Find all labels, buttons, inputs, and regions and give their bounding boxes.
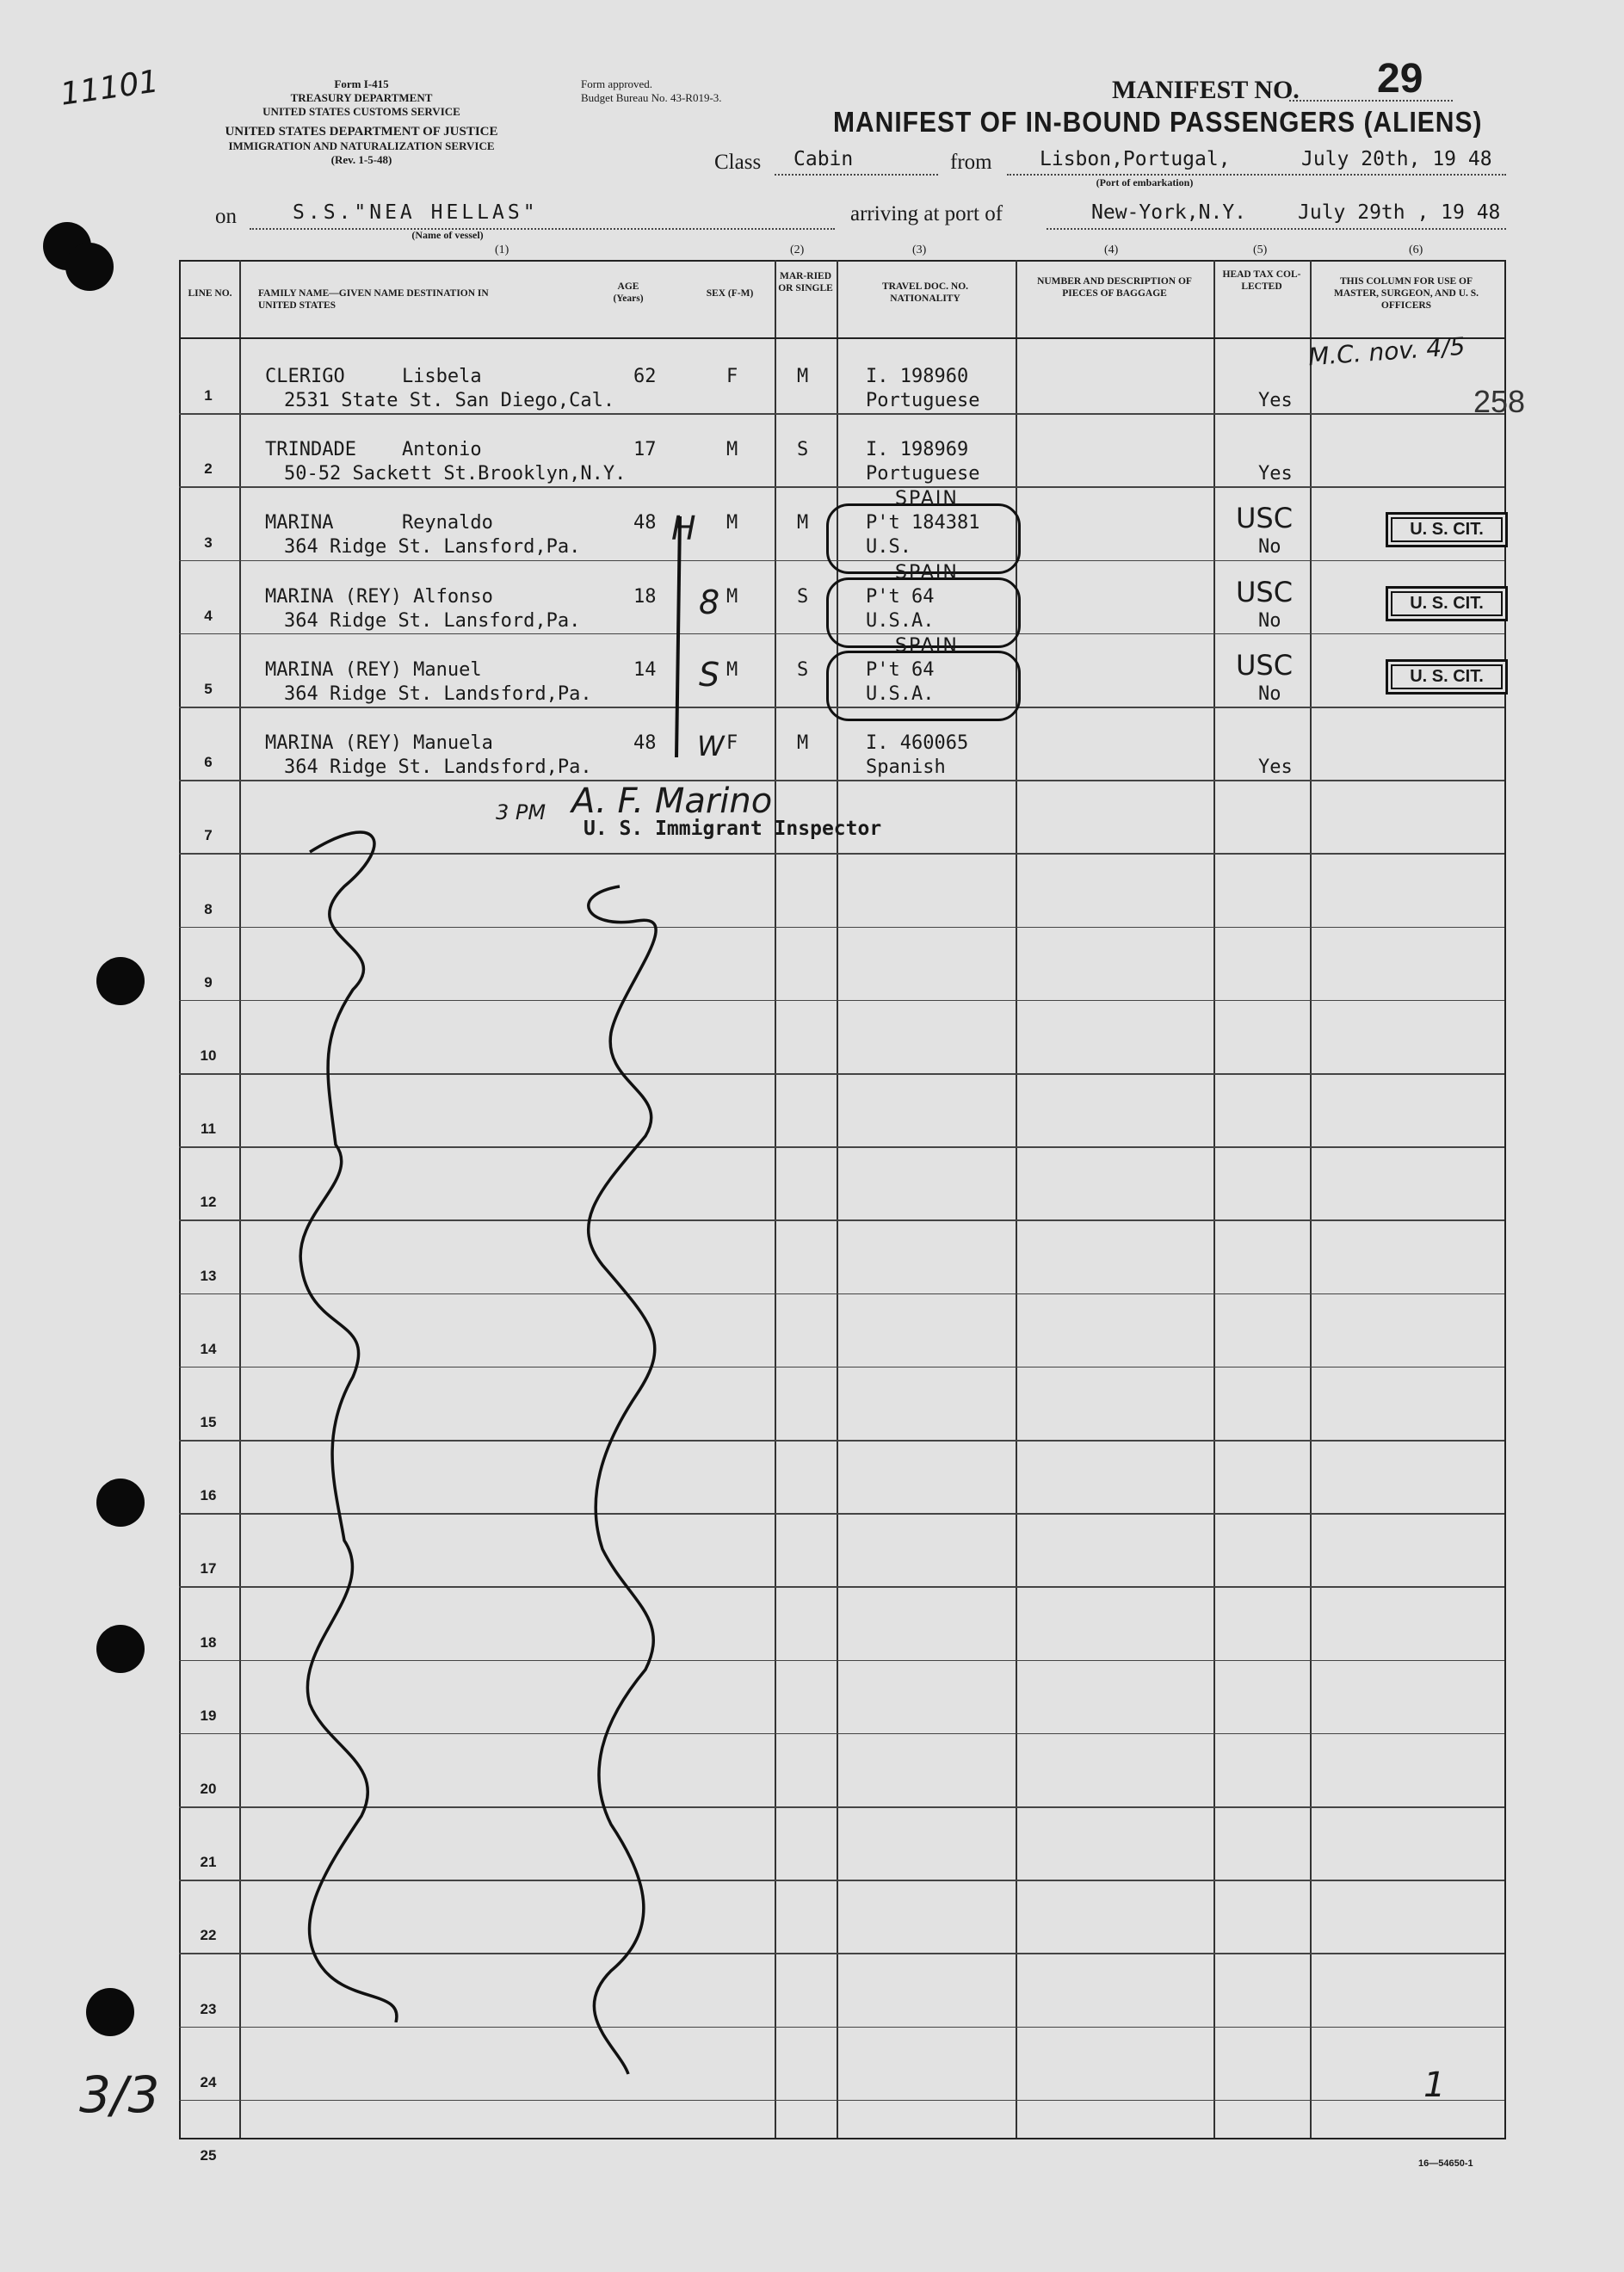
form-number: Form I-415 (334, 77, 389, 90)
header-sex: SEX (F-M) (706, 288, 754, 299)
us-cit-stamp: U. S. CIT. (1386, 586, 1508, 621)
line-number: 2 (204, 460, 213, 478)
vessel-col-num: (1) (495, 244, 509, 256)
cancel-wave-left (275, 818, 448, 2022)
punch-hole (96, 1625, 145, 1673)
passenger-head-tax: No (1258, 682, 1281, 705)
passenger-name: CLERIGO Lisbela (265, 366, 482, 387)
line-number: 23 (200, 2000, 217, 2017)
passenger-doc: P't 64 (866, 585, 935, 608)
passenger-head-tax: No (1258, 536, 1281, 559)
number-258: 258 (1473, 384, 1526, 419)
header-head-tax: HEAD TAX COL-LECTED (1222, 269, 1301, 292)
treasury-label: TREASURY DEPARTMENT (290, 91, 433, 104)
passenger-age: 62 (633, 366, 657, 387)
vessel-fill (250, 228, 835, 230)
line-number: 9 (204, 973, 213, 991)
passenger-address: 364 Ridge St. Landsford,Pa. (284, 682, 592, 705)
from-fill (1007, 174, 1506, 176)
line-number: 24 (200, 2073, 217, 2090)
embark-caption: (Port of embarkation) (1096, 176, 1194, 188)
passenger-age: 18 (633, 585, 657, 608)
line-number: 20 (200, 1781, 217, 1797)
passenger-married: S (797, 439, 809, 461)
passenger-doc: I. 198969 (866, 439, 969, 461)
passenger-nationality: Spanish (866, 756, 946, 778)
passenger-nationality: U.S. (866, 536, 911, 559)
passenger-married: S (797, 585, 809, 608)
line-number: 3 (204, 534, 213, 551)
tally-mark: 1 (1423, 2065, 1446, 2105)
spain-note: SPAIN (895, 634, 959, 657)
row-rule (179, 2027, 1504, 2028)
line-number: 5 (204, 681, 213, 697)
passenger-age: 17 (633, 439, 657, 461)
from-label: from (950, 151, 992, 174)
line-number: 22 (200, 1927, 217, 1944)
passenger-name: MARINA (REY) Alfonso (265, 585, 493, 608)
line-number: 6 (204, 754, 213, 771)
margin-note-top: M.C. nov. 4/5 (1307, 331, 1467, 372)
header-line-no: LINE NO. (188, 288, 232, 299)
passenger-doc: P't 184381 (866, 512, 980, 534)
manifest-label: MANIFEST NO. (1112, 76, 1300, 104)
top-left-scribble: 11101 (58, 64, 161, 113)
col-divider (775, 260, 776, 2138)
passenger-name: MARINA Reynaldo (265, 512, 493, 534)
passenger-name: MARINA (REY) Manuel (265, 658, 482, 681)
page-title: MANIFEST OF IN-BOUND PASSENGERS (ALIENS) (833, 107, 1483, 139)
nationality-circle (826, 651, 1021, 721)
passenger-address: 50-52 Sackett St.Brooklyn,N.Y. (284, 463, 627, 485)
punch-hole (65, 243, 114, 291)
depart-date: July 20th, 19 48 (1301, 148, 1492, 170)
usc-mark: USC (1236, 648, 1294, 682)
passenger-name: MARINA (REY) Manuela (265, 732, 493, 754)
passenger-address: 2531 State St. San Diego,Cal. (284, 390, 615, 411)
passenger-nationality: Portuguese (866, 390, 980, 411)
arrival-port: New-York,N.Y. (1091, 201, 1247, 224)
passenger-married: M (797, 366, 809, 387)
line-number: 13 (200, 1267, 217, 1284)
arrival-fill (1047, 228, 1506, 230)
line-number: 15 (200, 1414, 217, 1430)
line-number: 8 (204, 900, 213, 917)
arriving-label: arriving at port of (850, 202, 1003, 225)
bracket-line (671, 516, 697, 775)
justice-label: UNITED STATES DEPARTMENT OF JUSTICE (225, 125, 498, 139)
line-number: 21 (200, 1854, 217, 1871)
passenger-head-tax: Yes (1258, 390, 1293, 411)
col-num-4: (4) (1104, 244, 1119, 256)
ins-label: IMMIGRATION AND NATURALIZATION SERVICE (228, 139, 495, 152)
row-rule (179, 413, 1504, 415)
row-rule (179, 2100, 1504, 2102)
line-number: 18 (200, 1633, 217, 1651)
line-number: 19 (200, 1707, 217, 1724)
punch-hole (96, 1479, 145, 1527)
side-mark-s: S (699, 656, 720, 694)
side-mark-w: W (697, 730, 725, 762)
col-num-5: (5) (1253, 244, 1268, 256)
vessel-caption: (Name of vessel) (411, 229, 484, 241)
header-name: FAMILY NAME—GIVEN NAME DESTINATION IN UNITED STATES (258, 288, 489, 311)
side-mark-h: H (671, 509, 696, 547)
line-number: 12 (200, 1194, 217, 1211)
usc-mark: USC (1236, 502, 1294, 535)
col-num-2: (2) (790, 244, 805, 256)
footer-code: 16—54650-1 (1418, 2158, 1473, 2169)
passenger-age: 14 (633, 658, 657, 681)
passenger-sex: M (726, 585, 738, 608)
customs-label: UNITED STATES CUSTOMS SERVICE (262, 105, 460, 118)
line-number: 17 (200, 1560, 217, 1577)
passenger-sex: F (726, 366, 738, 387)
fraction-note: 3/3 (79, 2065, 160, 2124)
col-num-3: (3) (912, 244, 927, 256)
line-number: 7 (204, 827, 213, 844)
punch-hole (86, 1988, 134, 2036)
passenger-address: 364 Ridge St. Lansford,Pa. (284, 536, 581, 559)
line-number: 16 (200, 1487, 217, 1504)
passenger-sex: M (726, 439, 738, 461)
passenger-married: M (797, 512, 809, 534)
from-value: Lisbon,Portugal, (1040, 148, 1231, 170)
line-number: 25 (200, 2147, 217, 2164)
inspector-signature: A. F. Marino (571, 781, 773, 821)
line-number: 1 (204, 387, 213, 404)
passenger-nationality: U.S.A. (866, 682, 935, 705)
passenger-address: 364 Ridge St. Landsford,Pa. (284, 756, 592, 778)
spain-note: SPAIN (895, 488, 959, 510)
passenger-nationality: U.S.A. (866, 609, 935, 632)
passenger-nationality: Portuguese (866, 463, 980, 485)
budget-label: Budget Bureau No. 43-R019-3. (581, 91, 722, 104)
header-age: AGE (Years) (613, 281, 644, 304)
col-divider (1310, 260, 1312, 2138)
vessel-name: S.S."NEA HELLAS" (293, 201, 539, 224)
header-married: MAR-RIED OR SINGLE (778, 271, 833, 293)
passenger-head-tax: Yes (1258, 463, 1293, 485)
header-officers: THIS COLUMN FOR USE OF MASTER, SURGEON, AND U. S. OFFICERS (1333, 276, 1479, 311)
passenger-sex: F (726, 732, 738, 754)
line-number: 10 (200, 1047, 217, 1064)
line-number: 4 (204, 607, 213, 624)
col-divider (1213, 260, 1215, 2138)
line-number: 14 (200, 1340, 217, 1357)
class-label: Class (714, 151, 762, 174)
punch-hole (96, 957, 145, 1005)
passenger-age: 48 (633, 512, 657, 534)
col-num-6: (6) (1409, 244, 1423, 256)
manifest-no: 29 (1377, 56, 1423, 102)
row-rule (179, 486, 1504, 488)
passenger-age: 48 (633, 732, 657, 754)
passenger-address: 364 Ridge St. Lansford,Pa. (284, 609, 581, 632)
spain-note: SPAIN (895, 561, 959, 583)
passenger-married: M (797, 732, 809, 754)
passenger-sex: M (726, 512, 738, 534)
passenger-sex: M (726, 658, 738, 681)
passenger-name: TRINDADE Antonio (265, 439, 482, 461)
header-rule (179, 337, 1504, 339)
passenger-married: S (797, 658, 809, 681)
approved-label: Form approved. (581, 77, 653, 90)
passenger-head-tax: Yes (1258, 756, 1293, 778)
us-cit-stamp: U. S. CIT. (1386, 659, 1508, 695)
line-number: 11 (201, 1121, 216, 1138)
passenger-head-tax: No (1258, 609, 1281, 632)
passenger-doc: I. 460065 (866, 732, 969, 754)
class-fill (775, 174, 938, 176)
class-value: Cabin (793, 148, 854, 170)
us-cit-stamp: U. S. CIT. (1386, 512, 1508, 547)
inspector-title: U. S. Immigrant Inspector (584, 818, 882, 840)
arrival-date: July 29th , 19 48 (1298, 201, 1501, 224)
header-travel-doc: TRAVEL DOC. NO. NATIONALITY (881, 281, 969, 304)
cancel-wave-right (551, 861, 706, 2083)
row-rule (179, 780, 1504, 781)
rev-label: (Rev. 1-5-48) (330, 153, 392, 166)
on-label: on (215, 205, 237, 228)
manifest-no-line (1289, 100, 1453, 102)
usc-mark: USC (1236, 575, 1294, 608)
time-note: 3 PM (496, 800, 546, 824)
col-divider (239, 260, 241, 2138)
side-mark-8: 8 (699, 583, 720, 621)
header-baggage: NUMBER AND DESCRIPTION OF PIECES OF BAGGAGE (1037, 276, 1192, 299)
passenger-doc: I. 198960 (866, 366, 969, 387)
passenger-doc: P't 64 (866, 658, 935, 681)
